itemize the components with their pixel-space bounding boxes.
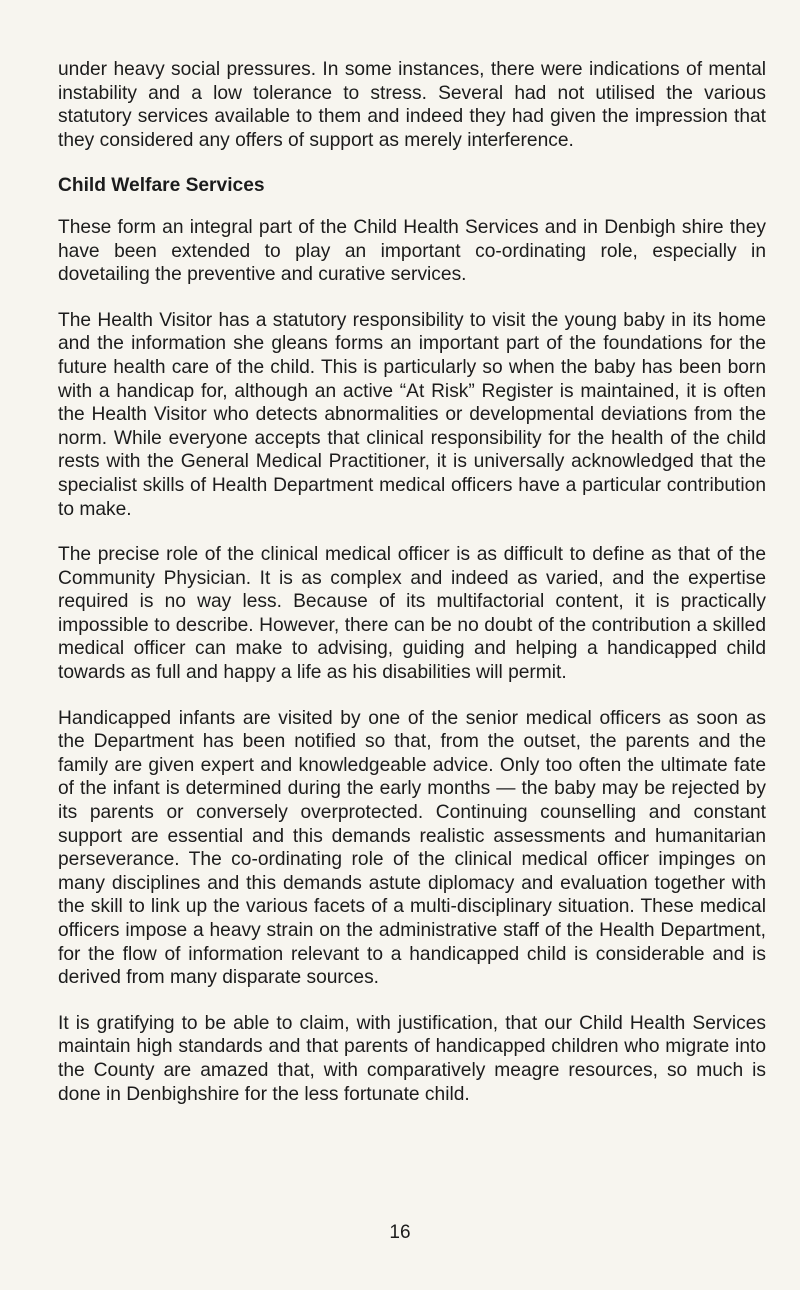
document-page <box>58 58 766 1106</box>
body-paragraph: These form an integral part of the Child Health Services and in Denbigh shire they have been extended to play an important co-ordinating role, especially in dovetailing the preventive and curative services. <box>58 216 766 286</box>
body-paragraph: It is gratifying to be able to claim, with justification, that our Child Health Services maintain high standards and that parents of handicapped children who migrate into the County are amazed that, with comparatively meagre resources, so much is done in Denbighshire for the less fortunate child. <box>58 1012 766 1105</box>
body-paragraph: The precise role of the clinical medical officer is as difficult to define as that of the Community Physician. It is as complex and indeed as varied, and the expertise required is no way less. Because of its multifactorial content, it is practically impossible to describe. However, there can be no doubt of the contribution a skilled medical officer can make to advising, guiding and helping a handicapped child towards as full and happy a life as his disabilities will permit. <box>58 544 766 684</box>
body-paragraph: The Health Visitor has a statutory responsibility to visit the young baby in its home and the information she gleans forms an important part of the foundations for the future health care of the child. This is particularly so when the baby has been born with a handicap for, although an active “At Risk” Register is maintained, it is often the Health Visitor who detects abnormalities or developmental deviations from the norm. While everyone accepts that clinical responsibility for the health of the child rests with the General Medical Practitioner, it is universally acknowledged that the specialist skills of Health Department medical officers have a particular contribution to make. <box>58 309 766 520</box>
section-heading: Child Welfare Services <box>58 175 265 197</box>
page-number: 16 <box>389 1222 411 1243</box>
intro-paragraph: under heavy social pressures. In some instances, there were indications of mental instability and a low tolerance to stress. Several had not utilised the various statutory services available to them and indeed they had given the impression that they considered any offers of support as merely interference. <box>58 59 766 151</box>
body-paragraph: Handicapped infants are visited by one of the senior medical officers as soon as the Department has been notified so that, from the outset, the parents and the family are given expert and knowledgeable advice. Only too often the ultimate fate of the infant is determined during the early months — the baby may be rejected by its parents or conversely overprotected. Continuing counselling and constant support are essential and this demands realistic assessments and humanitarian perseverance. The co-ordinating role of the clinical medical officer impinges on many disciplines and this demands astute diplomacy and evaluation together with the skill to link up the various facets of a multi-disciplinary situation. These medical officers impose a heavy strain on the administrative staff of the Health Department, for the flow of information relevant to a handicapped child is considerable and is derived from many disparate sources. <box>58 707 766 989</box>
